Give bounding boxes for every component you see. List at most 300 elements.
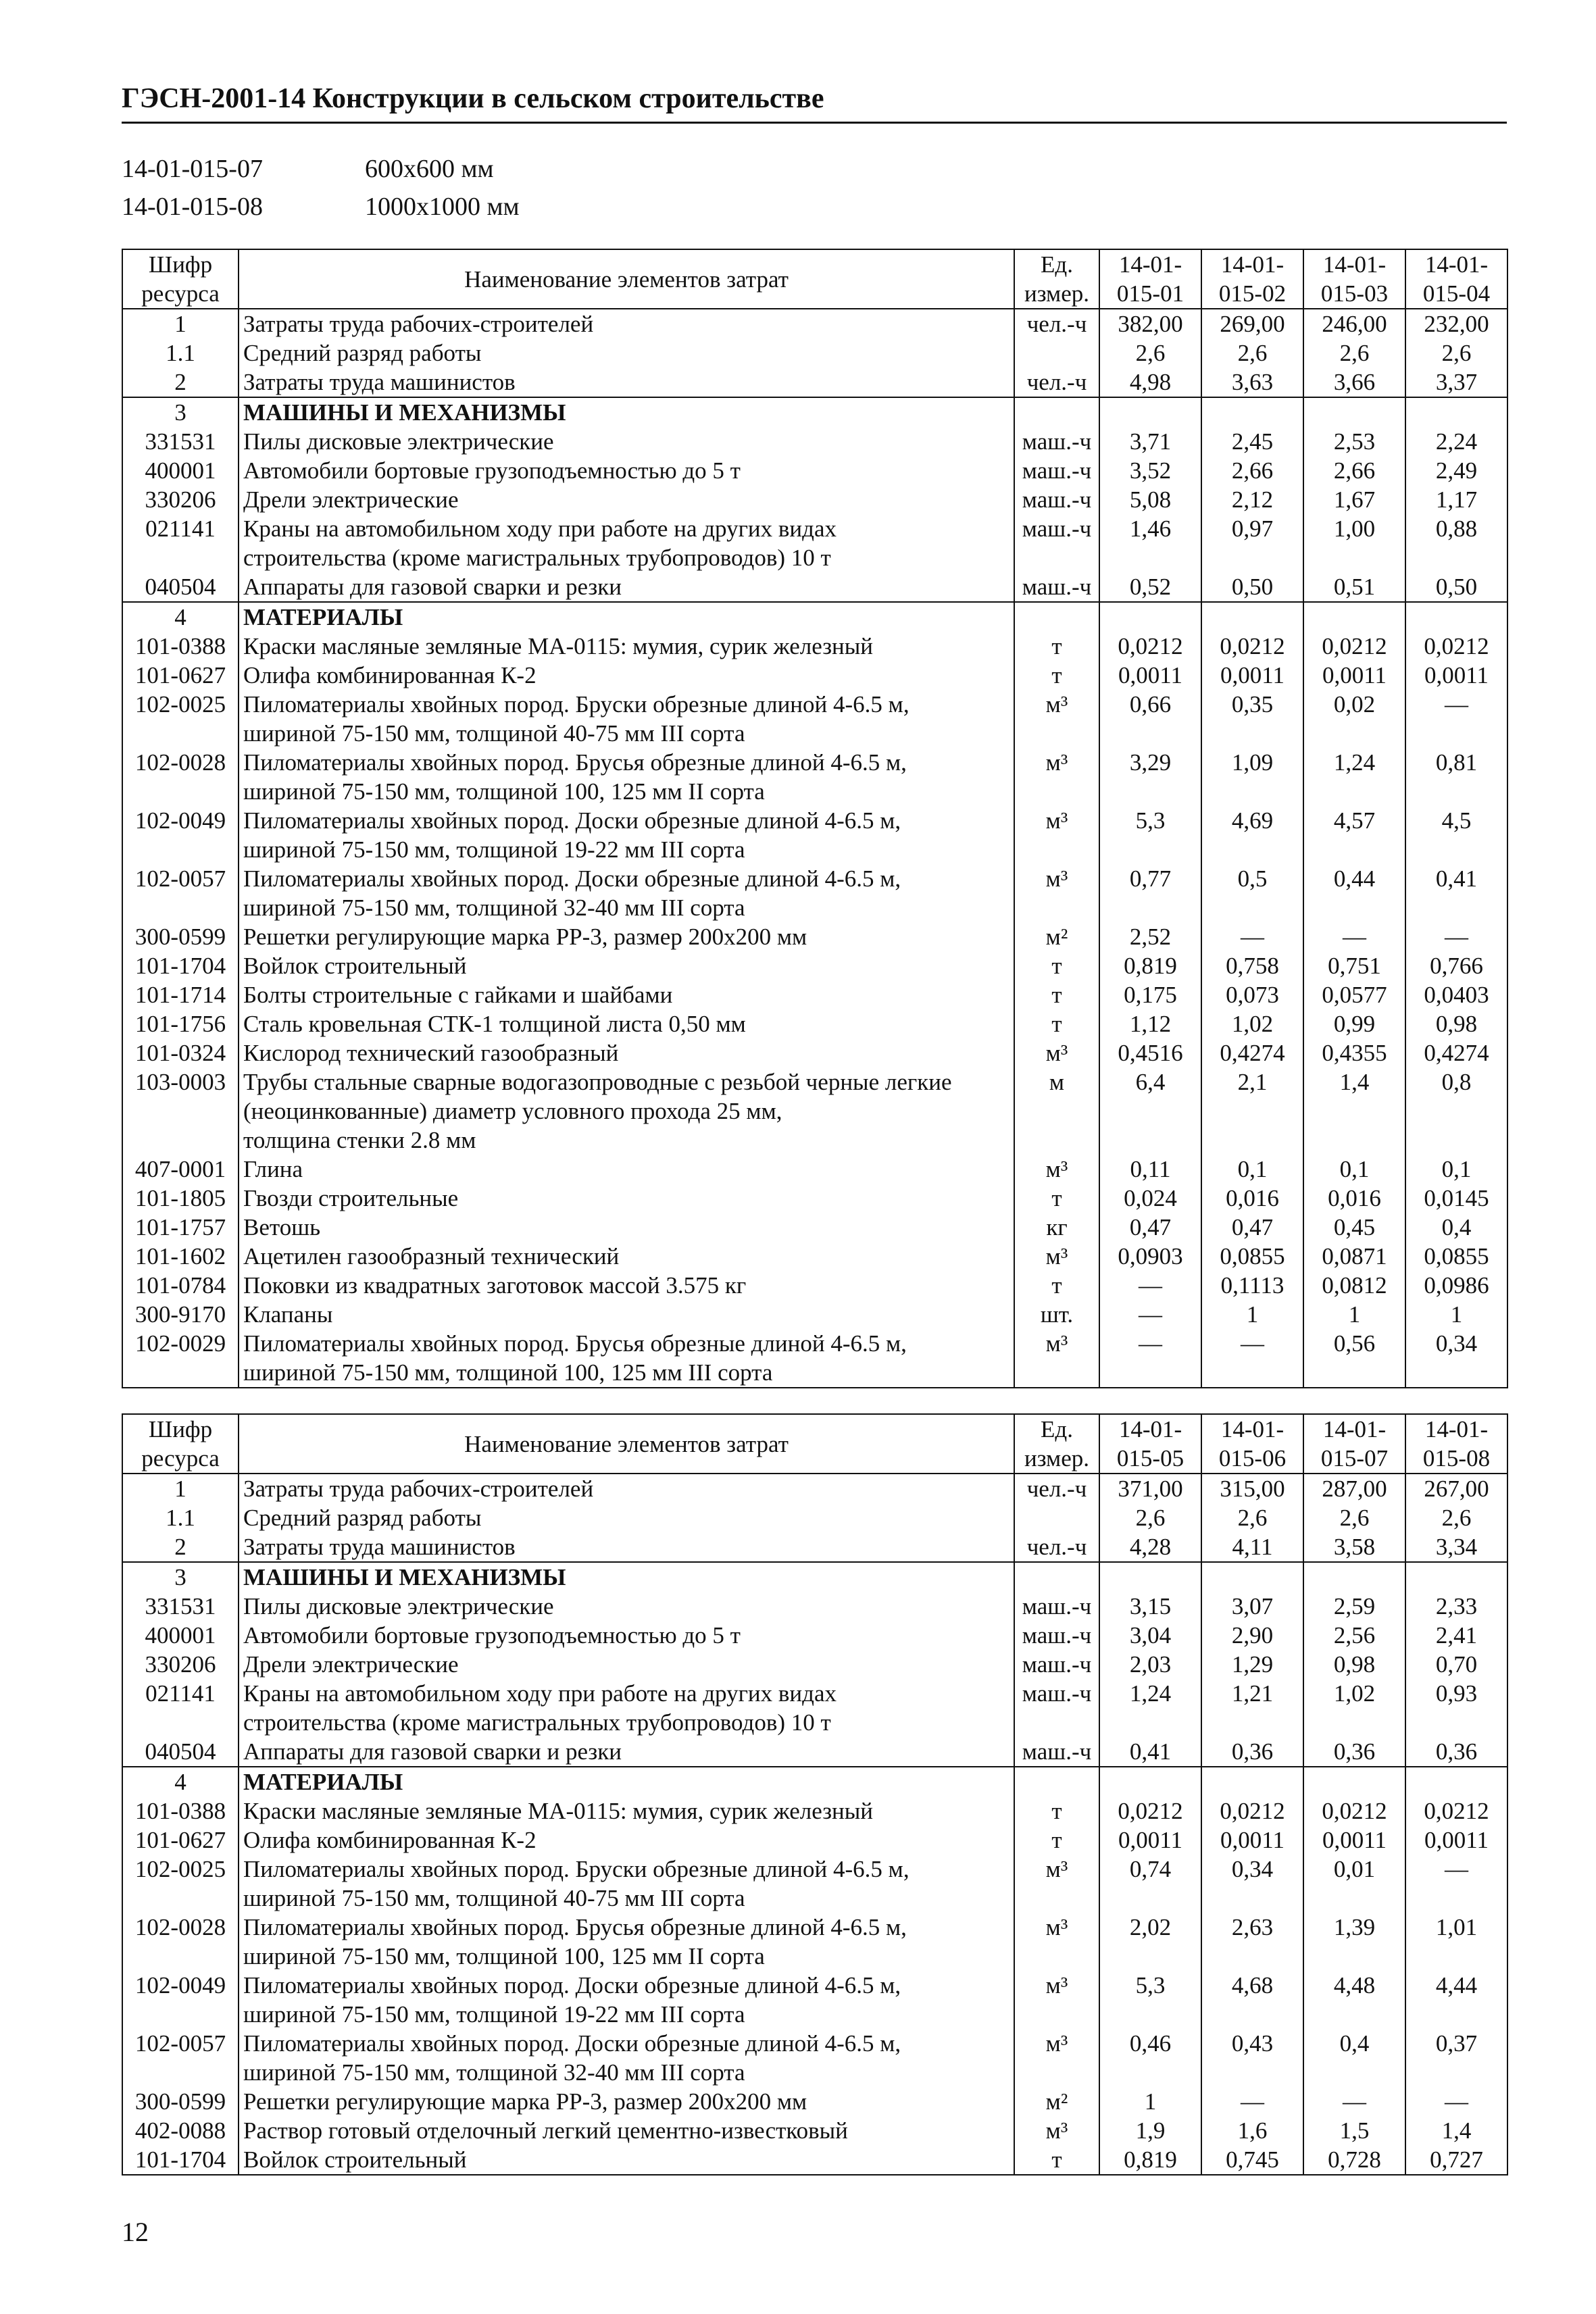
- value-cell: 0,0212: [1099, 632, 1201, 661]
- value-cell: 232,00: [1405, 309, 1507, 338]
- value-cell: 3,34: [1405, 1532, 1507, 1562]
- cost-element-name: Пиломатериалы хвойных пород. Брусья обрезные длиной 4-6.5 м, шириной 75-150 мм, толщиной 100, 125 мм II сорта: [239, 748, 1014, 806]
- value-cell: 2,59: [1303, 1592, 1405, 1621]
- section-row: [122, 602, 1507, 632]
- table-row: [122, 456, 1507, 485]
- table-row: [122, 1009, 1507, 1038]
- cost-element-name: Краски масляные земляные МА-0115: мумия, сурик железный: [239, 632, 1014, 661]
- value-cell: 4,98: [1099, 368, 1201, 397]
- value-cell: 2,12: [1201, 485, 1303, 514]
- cost-element-name: Решетки регулирующие марка РР-3, размер 200х200 мм: [239, 922, 1014, 951]
- value-cell: 0,0812: [1303, 1271, 1405, 1300]
- resource-code: 330206: [122, 485, 239, 514]
- value-cell: 0,47: [1201, 1213, 1303, 1242]
- table-row: [122, 1155, 1507, 1184]
- value-cell: 0,81: [1405, 748, 1507, 806]
- resource-code: 102-0057: [122, 864, 239, 922]
- cost-element-name: Войлок строительный: [239, 951, 1014, 980]
- unit-cell: т: [1014, 1009, 1099, 1038]
- value-cell: 382,00: [1099, 309, 1201, 338]
- value-cell: 0,37: [1405, 2029, 1507, 2087]
- value-cell: —: [1099, 1329, 1201, 1388]
- value-cell: 3,15: [1099, 1592, 1201, 1621]
- cost-element-name: Пилы дисковые электрические: [239, 1592, 1014, 1621]
- cost-element-name: Средний разряд работы: [239, 1503, 1014, 1532]
- table-row: [122, 690, 1507, 748]
- value-cell: 0,88: [1405, 514, 1507, 572]
- resource-code: 402-0088: [122, 2116, 239, 2145]
- resource-code: 101-0388: [122, 1796, 239, 1826]
- unit-cell: м: [1014, 1067, 1099, 1155]
- value-cell: 1,02: [1303, 1679, 1405, 1737]
- value-cell: 0,36: [1405, 1737, 1507, 1767]
- value-cell: 0,819: [1099, 951, 1201, 980]
- header-unit: Ед. измер.: [1014, 249, 1099, 309]
- resource-code: 300-9170: [122, 1300, 239, 1329]
- cost-element-name: Затраты труда рабочих-строителей: [239, 309, 1014, 338]
- unit-cell: т: [1014, 980, 1099, 1009]
- table-row: [122, 1067, 1507, 1155]
- resource-code: 101-1757: [122, 1213, 239, 1242]
- table-row: [122, 2087, 1507, 2116]
- resource-code: 102-0028: [122, 1913, 239, 1971]
- value-cell: 0,0212: [1201, 1796, 1303, 1826]
- value-cell: 0,766: [1405, 951, 1507, 980]
- value-cell: 0,4516: [1099, 1038, 1201, 1067]
- table-row: [122, 485, 1507, 514]
- value-cell: —: [1099, 1271, 1201, 1300]
- page-title: ГЭСН-2001-14 Конструкции в сельском строительстве: [122, 83, 824, 114]
- value-cell: —: [1201, 1329, 1303, 1388]
- value-cell: 0,52: [1099, 572, 1201, 602]
- unit-cell: т: [1014, 2145, 1099, 2175]
- section-title: МАТЕРИАЛЫ: [239, 602, 1014, 632]
- empty-cell: [1303, 1767, 1405, 1796]
- value-cell: 1,5: [1303, 2116, 1405, 2145]
- resource-code: 2: [122, 1532, 239, 1562]
- value-cell: 2,66: [1303, 456, 1405, 485]
- value-cell: 2,6: [1303, 1503, 1405, 1532]
- table-row: [122, 1796, 1507, 1826]
- unit-cell: маш.-ч: [1014, 1592, 1099, 1621]
- value-cell: —: [1303, 922, 1405, 951]
- value-cell: 3,37: [1405, 368, 1507, 397]
- empty-cell: [1405, 602, 1507, 632]
- value-cell: 2,6: [1405, 1503, 1507, 1532]
- code-row: [122, 150, 520, 188]
- value-cell: 0,4355: [1303, 1038, 1405, 1067]
- header-unit: Ед. измер.: [1014, 1414, 1099, 1474]
- code-value: 14-01-015-08: [122, 193, 263, 221]
- cost-element-name: Трубы стальные сварные водогазопроводные с резьбой черные легкие (неоцинкованные) диаметр условного прохода 25 мм, толщина стенки 2.8 мм: [239, 1067, 1014, 1155]
- value-cell: 4,11: [1201, 1532, 1303, 1562]
- empty-cell: [1303, 602, 1405, 632]
- cost-element-name: Пиломатериалы хвойных пород. Бруски обрезные длиной 4-6.5 м, шириной 75-150 мм, толщиной 40-75 мм III сорта: [239, 690, 1014, 748]
- value-cell: 0,41: [1099, 1737, 1201, 1767]
- value-cell: 0,8: [1405, 1067, 1507, 1155]
- table-row: [122, 632, 1507, 661]
- table-row: [122, 572, 1507, 602]
- cost-element-name: Затраты труда рабочих-строителей: [239, 1474, 1014, 1503]
- value-cell: 0,02: [1303, 690, 1405, 748]
- cost-table-a: [122, 249, 1508, 1388]
- value-cell: 1,12: [1099, 1009, 1201, 1038]
- resource-code: 101-0627: [122, 1826, 239, 1855]
- value-cell: 3,52: [1099, 456, 1201, 485]
- cost-element-name: Ацетилен газообразный технический: [239, 1242, 1014, 1271]
- resource-code: 040504: [122, 572, 239, 602]
- header-col: 14-01- 015-07: [1303, 1414, 1405, 1474]
- unit-cell: м³: [1014, 1329, 1099, 1388]
- empty-cell: [1014, 397, 1099, 427]
- table-header: [122, 1414, 1507, 1474]
- unit-cell: т: [1014, 1826, 1099, 1855]
- resource-code: 2: [122, 368, 239, 397]
- header-col: 14-01- 015-05: [1099, 1414, 1201, 1474]
- empty-cell: [1014, 602, 1099, 632]
- value-cell: 0,758: [1201, 951, 1303, 980]
- cost-element-name: Кислород технический газообразный: [239, 1038, 1014, 1067]
- unit-cell: т: [1014, 1184, 1099, 1213]
- unit-cell: маш.-ч: [1014, 1621, 1099, 1650]
- table-row: [122, 1213, 1507, 1242]
- unit-cell: маш.-ч: [1014, 514, 1099, 572]
- value-cell: 0,0986: [1405, 1271, 1507, 1300]
- value-cell: 2,03: [1099, 1650, 1201, 1679]
- table-body: [122, 1474, 1507, 2175]
- unit-cell: т: [1014, 951, 1099, 980]
- cost-element-name: Пиломатериалы хвойных пород. Брусья обрезные длиной 4-6.5 м, шириной 75-150 мм, толщиной 100, 125 мм II сорта: [239, 1913, 1014, 1971]
- cost-element-name: Пиломатериалы хвойных пород. Брусья обрезные длиной 4-6.5 м, шириной 75-150 мм, толщиной 100, 125 мм III сорта: [239, 1329, 1014, 1388]
- value-cell: 1,4: [1405, 2116, 1507, 2145]
- unit-cell: маш.-ч: [1014, 427, 1099, 456]
- value-cell: 1,6: [1201, 2116, 1303, 2145]
- table-row: [122, 1474, 1507, 1503]
- empty-cell: [1099, 1767, 1201, 1796]
- unit-cell: маш.-ч: [1014, 456, 1099, 485]
- value-cell: 0,77: [1099, 864, 1201, 922]
- unit-cell: т: [1014, 1796, 1099, 1826]
- table-row: [122, 661, 1507, 690]
- value-cell: 5,3: [1099, 1971, 1201, 2029]
- value-cell: 0,0011: [1405, 661, 1507, 690]
- resource-code: 102-0049: [122, 806, 239, 864]
- value-cell: 6,4: [1099, 1067, 1201, 1155]
- table-row: [122, 1271, 1507, 1300]
- value-cell: 3,71: [1099, 427, 1201, 456]
- value-cell: 0,1: [1201, 1155, 1303, 1184]
- value-cell: 2,6: [1201, 338, 1303, 368]
- empty-cell: [1201, 602, 1303, 632]
- value-cell: —: [1405, 690, 1507, 748]
- value-cell: 0,0871: [1303, 1242, 1405, 1271]
- value-cell: 2,45: [1201, 427, 1303, 456]
- resource-code: 300-0599: [122, 922, 239, 951]
- value-cell: 0,11: [1099, 1155, 1201, 1184]
- unit-cell: маш.-ч: [1014, 572, 1099, 602]
- resource-code: 1.1: [122, 1503, 239, 1532]
- cost-element-name: Пиломатериалы хвойных пород. Бруски обрезные длиной 4-6.5 м, шириной 75-150 мм, толщиной 40-75 мм III сорта: [239, 1855, 1014, 1913]
- empty-cell: [1099, 1562, 1201, 1592]
- value-cell: 0,4274: [1201, 1038, 1303, 1067]
- resource-code: 101-1756: [122, 1009, 239, 1038]
- table-body: [122, 309, 1507, 1388]
- value-cell: 1,02: [1201, 1009, 1303, 1038]
- section-title: МАШИНЫ И МЕХАНИЗМЫ: [239, 1562, 1014, 1592]
- value-cell: 0,66: [1099, 690, 1201, 748]
- cost-element-name: Раствор готовый отделочный легкий цементно-известковый: [239, 2116, 1014, 2145]
- code-list: [122, 150, 520, 226]
- value-cell: 0,74: [1099, 1855, 1201, 1913]
- unit-cell: [1014, 338, 1099, 368]
- unit-cell: м³: [1014, 1855, 1099, 1913]
- resource-code: 102-0029: [122, 1329, 239, 1388]
- resource-code: 331531: [122, 1592, 239, 1621]
- cost-element-name: Затраты труда машинистов: [239, 1532, 1014, 1562]
- value-cell: 287,00: [1303, 1474, 1405, 1503]
- value-cell: 0,50: [1201, 572, 1303, 602]
- unit-cell: чел.-ч: [1014, 368, 1099, 397]
- value-cell: 0,36: [1303, 1737, 1405, 1767]
- value-cell: 2,52: [1099, 922, 1201, 951]
- value-cell: 1: [1201, 1300, 1303, 1329]
- value-cell: 4,69: [1201, 806, 1303, 864]
- unit-cell: [1014, 1503, 1099, 1532]
- header-col: 14-01- 015-04: [1405, 249, 1507, 309]
- unit-cell: м³: [1014, 1038, 1099, 1067]
- cost-element-name: Пиломатериалы хвойных пород. Доски обрезные длиной 4-6.5 м, шириной 75-150 мм, толщиной 19-22 мм III сорта: [239, 1971, 1014, 2029]
- value-cell: 0,727: [1405, 2145, 1507, 2175]
- value-cell: 2,41: [1405, 1621, 1507, 1650]
- value-cell: 2,6: [1405, 338, 1507, 368]
- value-cell: 2,33: [1405, 1592, 1507, 1621]
- table-row: [122, 338, 1507, 368]
- table-row: [122, 864, 1507, 922]
- cost-element-name: Решетки регулирующие марка РР-3, размер 200х200 мм: [239, 2087, 1014, 2116]
- cost-element-name: Сталь кровельная СТК-1 толщиной листа 0,50 мм: [239, 1009, 1014, 1038]
- value-cell: 0,43: [1201, 2029, 1303, 2087]
- unit-cell: маш.-ч: [1014, 1737, 1099, 1767]
- empty-cell: [1014, 1562, 1099, 1592]
- cost-element-name: Средний разряд работы: [239, 338, 1014, 368]
- resource-code: 4: [122, 1767, 239, 1796]
- value-cell: 4,5: [1405, 806, 1507, 864]
- value-cell: 246,00: [1303, 309, 1405, 338]
- value-cell: 0,0403: [1405, 980, 1507, 1009]
- table-row: [122, 1592, 1507, 1621]
- value-cell: 0,4274: [1405, 1038, 1507, 1067]
- resource-code: 4: [122, 602, 239, 632]
- unit-cell: чел.-ч: [1014, 1532, 1099, 1562]
- resource-code: 101-1602: [122, 1242, 239, 1271]
- value-cell: 0,98: [1405, 1009, 1507, 1038]
- value-cell: 2,6: [1303, 338, 1405, 368]
- empty-cell: [1201, 1767, 1303, 1796]
- value-cell: 1,24: [1303, 748, 1405, 806]
- value-cell: 2,6: [1099, 338, 1201, 368]
- value-cell: 0,47: [1099, 1213, 1201, 1242]
- cost-element-name: Глина: [239, 1155, 1014, 1184]
- table-row: [122, 1855, 1507, 1913]
- cost-element-name: Затраты труда машинистов: [239, 368, 1014, 397]
- value-cell: 0,99: [1303, 1009, 1405, 1038]
- unit-cell: маш.-ч: [1014, 1679, 1099, 1737]
- value-cell: 2,53: [1303, 427, 1405, 456]
- unit-cell: т: [1014, 1271, 1099, 1300]
- table-row: [122, 1621, 1507, 1650]
- header-col: 14-01- 015-06: [1201, 1414, 1303, 1474]
- value-cell: 0,0212: [1303, 632, 1405, 661]
- value-cell: 0,745: [1201, 2145, 1303, 2175]
- value-cell: 0,50: [1405, 572, 1507, 602]
- value-cell: 1,4: [1303, 1067, 1405, 1155]
- resource-code: 3: [122, 397, 239, 427]
- cost-element-name: Войлок строительный: [239, 2145, 1014, 2175]
- cost-element-name: Клапаны: [239, 1300, 1014, 1329]
- unit-cell: м³: [1014, 690, 1099, 748]
- value-cell: 2,6: [1201, 1503, 1303, 1532]
- unit-cell: маш.-ч: [1014, 485, 1099, 514]
- value-cell: 0,175: [1099, 980, 1201, 1009]
- table-row: [122, 514, 1507, 572]
- table-row: [122, 427, 1507, 456]
- resource-code: 400001: [122, 1621, 239, 1650]
- table-row: [122, 1826, 1507, 1855]
- code-row: [122, 188, 520, 226]
- value-cell: 1,01: [1405, 1913, 1507, 1971]
- resource-code: 101-0324: [122, 1038, 239, 1067]
- page-header: [122, 81, 1507, 124]
- value-cell: 0,56: [1303, 1329, 1405, 1388]
- value-cell: 0,93: [1405, 1679, 1507, 1737]
- resource-code: 101-1805: [122, 1184, 239, 1213]
- value-cell: 4,28: [1099, 1532, 1201, 1562]
- section-row: [122, 397, 1507, 427]
- value-cell: 0,0011: [1099, 661, 1201, 690]
- value-cell: 1,21: [1201, 1679, 1303, 1737]
- resource-code: 021141: [122, 1679, 239, 1737]
- table-row: [122, 1300, 1507, 1329]
- value-cell: 0,0855: [1201, 1242, 1303, 1271]
- value-cell: 269,00: [1201, 309, 1303, 338]
- unit-cell: м³: [1014, 1242, 1099, 1271]
- value-cell: 4,68: [1201, 1971, 1303, 2029]
- value-cell: 2,24: [1405, 427, 1507, 456]
- resource-code: 101-0388: [122, 632, 239, 661]
- value-cell: 1,00: [1303, 514, 1405, 572]
- value-cell: 3,29: [1099, 748, 1201, 806]
- cost-element-name: Краны на автомобильном ходу при работе на других видах строительства (кроме магистральных трубопроводов) 10 т: [239, 514, 1014, 572]
- header-col: 14-01- 015-08: [1405, 1414, 1507, 1474]
- value-cell: 0,0577: [1303, 980, 1405, 1009]
- value-cell: 2,66: [1201, 456, 1303, 485]
- table-row: [122, 806, 1507, 864]
- value-cell: 1,29: [1201, 1650, 1303, 1679]
- value-cell: 2,90: [1201, 1621, 1303, 1650]
- value-cell: 2,63: [1201, 1913, 1303, 1971]
- unit-cell: чел.-ч: [1014, 309, 1099, 338]
- resource-code: 102-0057: [122, 2029, 239, 2087]
- cost-element-name: Пиломатериалы хвойных пород. Доски обрезные длиной 4-6.5 м, шириной 75-150 мм, толщиной 19-22 мм III сорта: [239, 806, 1014, 864]
- value-cell: 1,17: [1405, 485, 1507, 514]
- cost-element-name: Гвозди строительные: [239, 1184, 1014, 1213]
- header-col: 14-01- 015-01: [1099, 249, 1201, 309]
- value-cell: 2,49: [1405, 456, 1507, 485]
- cost-element-name: Олифа комбинированная К-2: [239, 661, 1014, 690]
- value-cell: 0,46: [1099, 2029, 1201, 2087]
- value-cell: 0,0011: [1303, 1826, 1405, 1855]
- code-size: 600х600 мм: [365, 155, 494, 183]
- cost-element-name: Краны на автомобильном ходу при работе на других видах строительства (кроме магистральных трубопроводов) 10 т: [239, 1679, 1014, 1737]
- unit-cell: т: [1014, 632, 1099, 661]
- value-cell: 5,08: [1099, 485, 1201, 514]
- table-row: [122, 1532, 1507, 1562]
- table-row: [122, 1971, 1507, 2029]
- header-code: Шифр ресурса: [122, 249, 239, 309]
- value-cell: 4,44: [1405, 1971, 1507, 2029]
- value-cell: 0,0011: [1099, 1826, 1201, 1855]
- value-cell: —: [1405, 1855, 1507, 1913]
- resource-code: 102-0028: [122, 748, 239, 806]
- table-row: [122, 2116, 1507, 2145]
- value-cell: 0,0212: [1405, 1796, 1507, 1826]
- value-cell: 0,0855: [1405, 1242, 1507, 1271]
- table-row: [122, 922, 1507, 951]
- table-row: [122, 1503, 1507, 1532]
- value-cell: 0,01: [1303, 1855, 1405, 1913]
- resource-code: 300-0599: [122, 2087, 239, 2116]
- value-cell: 0,016: [1303, 1184, 1405, 1213]
- resource-code: 102-0025: [122, 690, 239, 748]
- header-name: Наименование элементов затрат: [239, 249, 1014, 309]
- table-row: [122, 1184, 1507, 1213]
- empty-cell: [1405, 1562, 1507, 1592]
- value-cell: 4,48: [1303, 1971, 1405, 2029]
- value-cell: 0,51: [1303, 572, 1405, 602]
- value-cell: 0,819: [1099, 2145, 1201, 2175]
- table-header: [122, 249, 1507, 309]
- unit-cell: м³: [1014, 1971, 1099, 2029]
- value-cell: 0,36: [1201, 1737, 1303, 1767]
- resource-code: 1.1: [122, 338, 239, 368]
- value-cell: —: [1405, 922, 1507, 951]
- value-cell: 0,728: [1303, 2145, 1405, 2175]
- cost-element-name: Дрели электрические: [239, 1650, 1014, 1679]
- resource-code: 3: [122, 1562, 239, 1592]
- resource-code: 400001: [122, 456, 239, 485]
- section-title: МАШИНЫ И МЕХАНИЗМЫ: [239, 397, 1014, 427]
- value-cell: —: [1405, 2087, 1507, 2116]
- unit-cell: м³: [1014, 2029, 1099, 2087]
- value-cell: 0,70: [1405, 1650, 1507, 1679]
- code-size: 1000х1000 мм: [365, 193, 520, 221]
- value-cell: 0,0011: [1201, 661, 1303, 690]
- resource-code: 1: [122, 309, 239, 338]
- code-value: 14-01-015-07: [122, 155, 263, 183]
- empty-cell: [1303, 1562, 1405, 1592]
- cost-element-name: Олифа комбинированная К-2: [239, 1826, 1014, 1855]
- table-row: [122, 368, 1507, 397]
- unit-cell: м³: [1014, 806, 1099, 864]
- value-cell: 1,09: [1201, 748, 1303, 806]
- header-code: Шифр ресурса: [122, 1414, 239, 1474]
- value-cell: 0,34: [1405, 1329, 1507, 1388]
- header-col: 14-01- 015-02: [1201, 249, 1303, 309]
- value-cell: 1,9: [1099, 2116, 1201, 2145]
- value-cell: 0,073: [1201, 980, 1303, 1009]
- resource-code: 102-0049: [122, 1971, 239, 2029]
- value-cell: 1,39: [1303, 1913, 1405, 1971]
